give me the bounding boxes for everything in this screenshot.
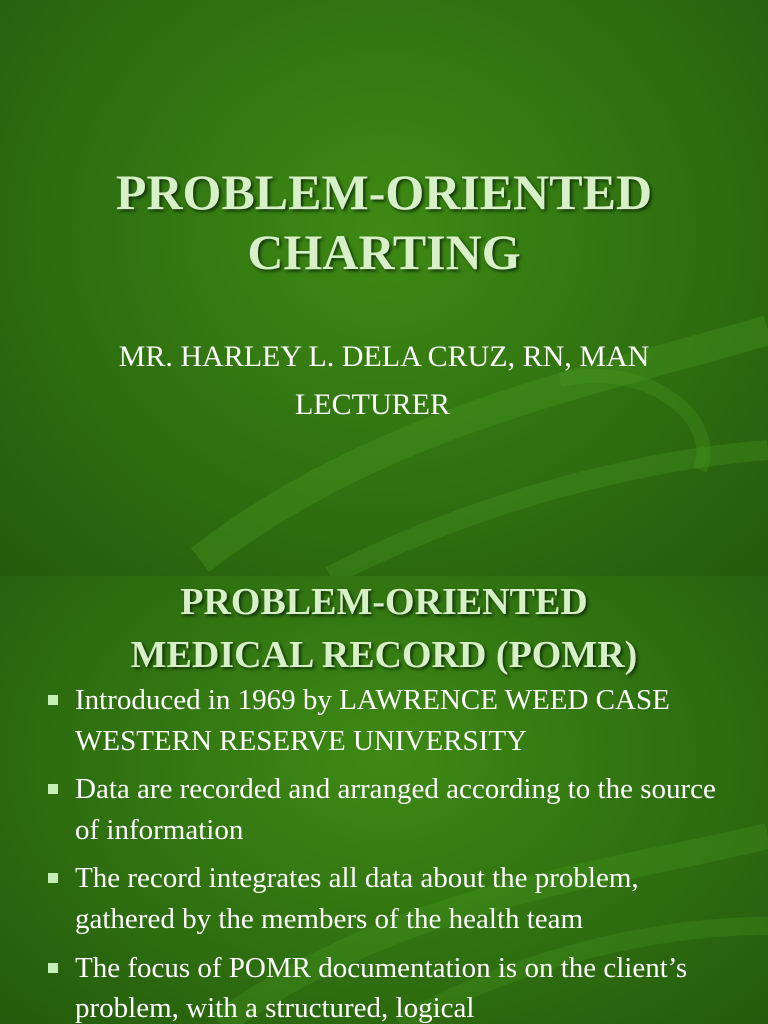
list-item xyxy=(44,769,744,850)
slide-1-title-line-2: CHARTING xyxy=(247,224,521,280)
slide-2 xyxy=(0,576,768,1024)
list-item-text: The record integrates all data about the problem, gathered by the members of the health team xyxy=(75,862,639,935)
slide-2-title-line-1: PROBLEM-ORIENTED xyxy=(180,581,588,623)
slide-1-author: MR. HARLEY L. DELA CRUZ, RN, MAN xyxy=(118,340,650,373)
bullet-list xyxy=(44,680,744,1024)
square-bullet-icon xyxy=(48,873,58,883)
square-bullet-icon xyxy=(48,695,58,705)
slide-2-title-line-2: MEDICAL RECORD (POMR) xyxy=(130,634,638,677)
slide-2-title xyxy=(0,576,768,682)
list-item-text: The focus of POMR documentation is on the client’s problem, with a structured, logical xyxy=(75,951,688,1024)
slide-1-title xyxy=(0,162,768,282)
list-item xyxy=(44,680,744,761)
list-item xyxy=(44,858,744,939)
slide-1-role: LECTURER xyxy=(295,388,450,421)
list-item-text: Introduced in 1969 by LAWRENCE WEED CASE WESTERN RESERVE UNIVERSITY xyxy=(75,684,670,757)
list-item xyxy=(44,948,744,1024)
list-item-text: Data are recorded and arranged according to the source of information xyxy=(75,773,716,846)
slide-1-title-line-1: PROBLEM-ORIENTED xyxy=(115,164,653,220)
square-bullet-icon xyxy=(48,784,58,794)
square-bullet-icon xyxy=(48,963,58,973)
